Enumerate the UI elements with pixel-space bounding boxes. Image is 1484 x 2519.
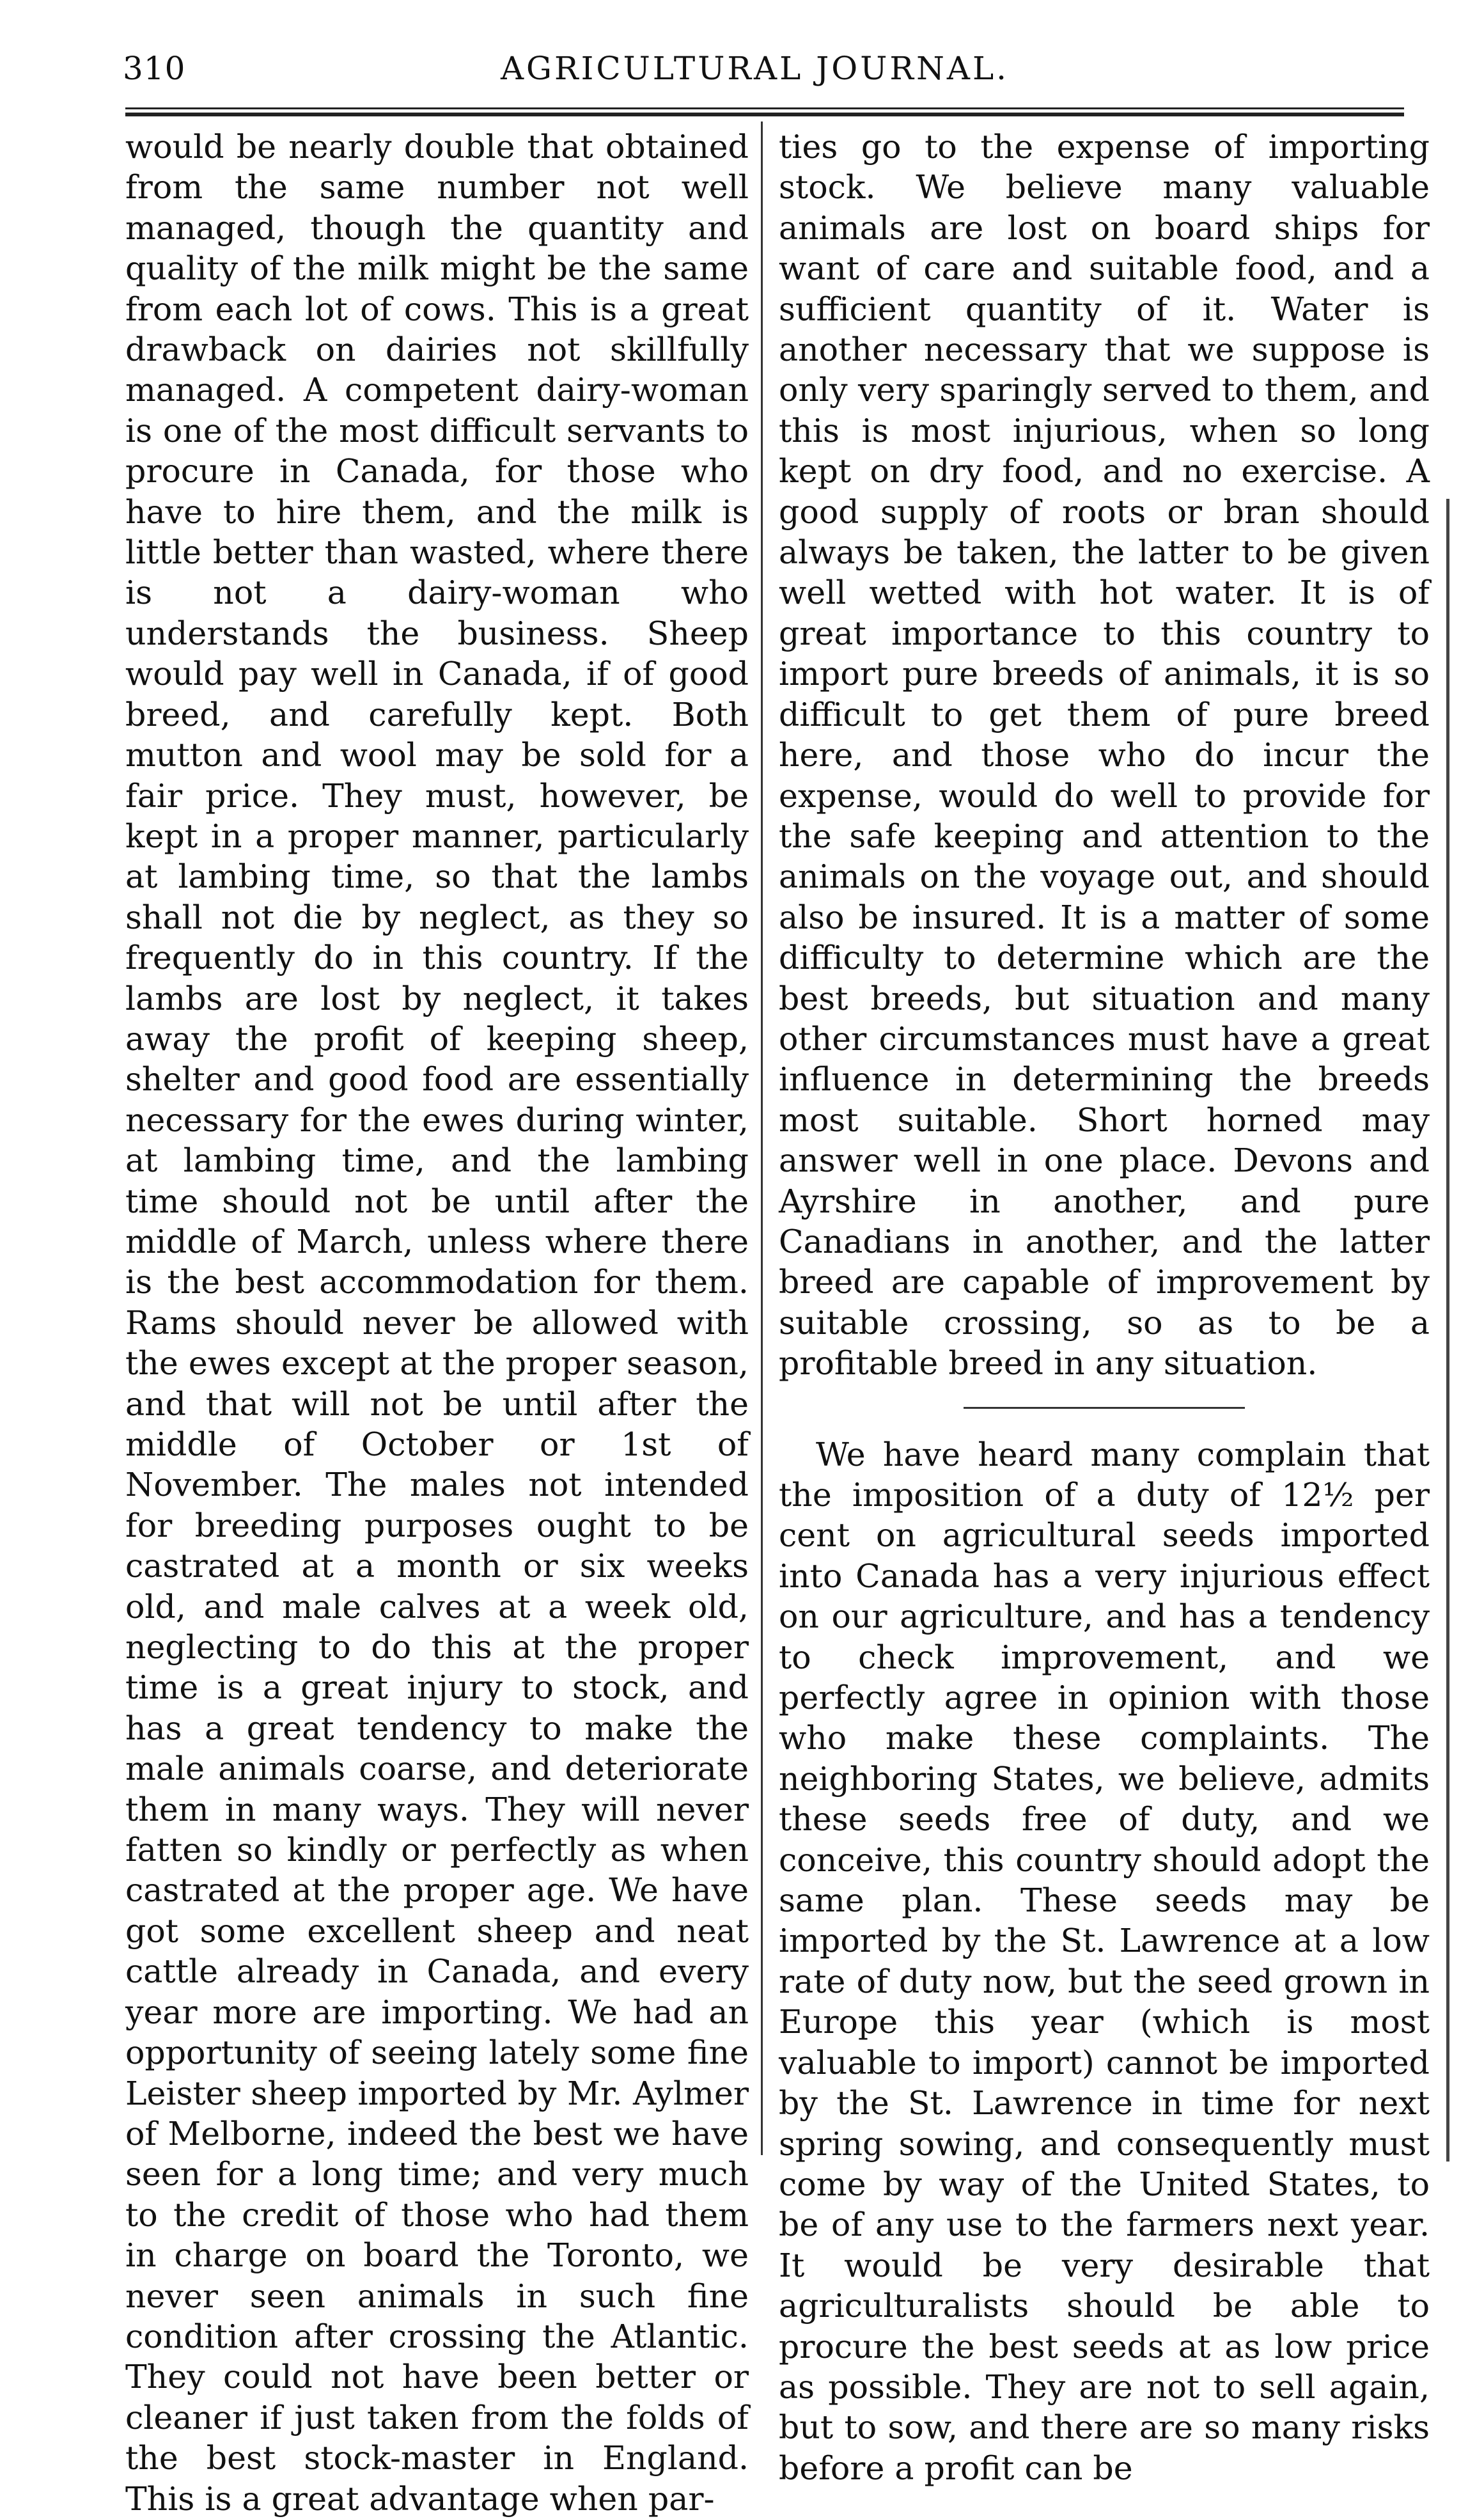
left-column [125, 127, 749, 2519]
running-title: AGRICULTURAL JOURNAL. [500, 50, 1010, 87]
right-paragraph-1: ties go to the expense of importing stock. We believe many valuable animals are lost on board ships for want of care and suitable food, and a sufficient quantity of it. Water is another necessary that we suppose is only very sparingly served to them, and this is most injurious, when so long kept on dry food, and no exercise. A good supply of roots or bran should always be taken, the latter to be given well wetted with hot water. It is of great importance to this country to import pure breeds of animals, it is so difficult to get them of pure breed here, and those who do incur the expense, would do well to provide for the safe keeping and attention to the animals on the voyage out, and should also be insured. It is a matter of some difficulty to determine which are the best breeds, but situation and many other circumstances must have a great influence in determining the breeds most suitable. Short horned may answer well in one place. Devons and Ayrshire in another, and pure Canadians in another, and the latter breed are capable of improvement by suitable crossing, so as to be a profitable breed in any situation. [779, 128, 1430, 1383]
section-divider [964, 1407, 1245, 1409]
header-rule-thin [125, 107, 1404, 109]
header-rule-thick [125, 113, 1404, 116]
left-paragraph-1: would be nearly double that obtained from the same number not well managed, though the quantity and quality of the milk might be the same from each lot of cows. This is a great drawback on dairies not skillfully managed. A competent dairy-woman is one of the most difficult servants to procure in Canada, for those who have to hire them, and the milk is little better than wasted, where there is not a dairy-woman who understands the business. Sheep would pay well in Canada, if of good breed, and carefully kept. Both mutton and wool may be sold for a fair price. They must, however, be kept in a proper manner, particularly at lambing time, so that the lambs shall not die by neglect, as they so frequently do in this country. If the lambs are lost by neglect, it takes away the profit of keeping sheep, shelter and good food are essentially necessary for the ewes during winter, at lambing time, and the lambing time should not be until after the middle of March, unless where there is the best accommodation for them. Rams should never be allowed with the ewes except at the proper season, and that will not be until after the middle of October or 1st of November. The males not intended for breeding purposes ought to be castrated at a month or six weeks old, and male calves at a week old, neglecting to do this at the proper time is a great injury to stock, and has a great tendency to make the male animals coarse, and deteriorate them in many ways. They will never fatten so kindly or perfectly as when castrated at the proper age. We have got some excellent sheep and neat cattle already in Canada, and every year more are importing. We had an opportunity of seeing lately some fine Leister sheep imported by Mr. Aylmer of Melborne, indeed the best we have seen for a long time; and very much to the credit of those who had them in charge on board the Toronto, we never seen animals in such fine condition after crossing the Atlantic. They could not have been better or cleaner if just taken from the folds of the best stock-master in England. This is a great advantage when par- [125, 128, 749, 2518]
right-column [779, 127, 1430, 2488]
page-number: 310 [123, 50, 186, 87]
page-edge-rule [1446, 499, 1449, 2162]
right-paragraph-2: We have heard many complain that the imposition of a duty of 12½ per cent on agricultural seeds imported into Canada has a very injurious effect on our agriculture, and has a tendency to check improvement, and we perfectly agree in opinion with those who make these complaints. The neighboring States, we believe, admits these seeds free of duty, and we conceive, this country should adopt the same plan. These seeds may be imported by the St. Lawrence at a low rate of duty now, but the seed grown in Europe this year (which is most valuable to import) cannot be imported by the St. Lawrence in time for next spring sowing, and consequently must come by way of the United States, to be of any use to the farmers next year. It would be very desirable that agriculturalists should be able to procure the best seeds at as low price as possible. They are not to sell again, but to sow, and there are so many risks before a profit can be [779, 1435, 1430, 2487]
column-divider [761, 122, 763, 2155]
